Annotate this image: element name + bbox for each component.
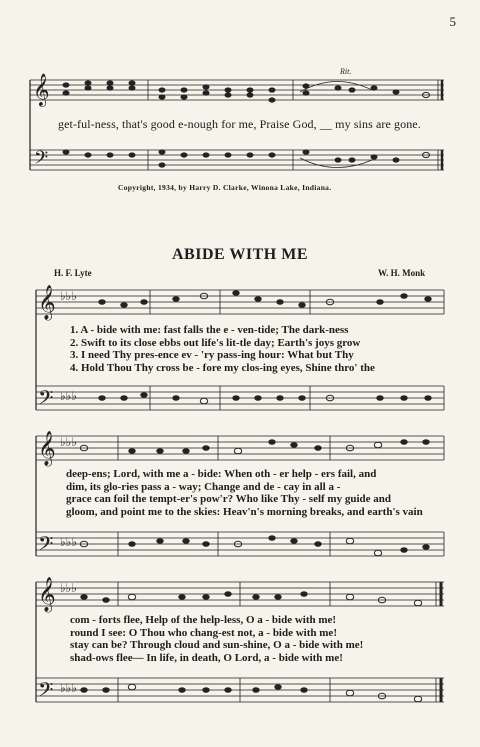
lyricist: H. F. Lyte [54, 268, 92, 278]
verses-system-3 [70, 614, 363, 664]
svg-text:𝄢: 𝄢 [34, 148, 49, 173]
page-number: 5 [449, 14, 456, 29]
svg-text:♭♭♭: ♭♭♭ [60, 581, 77, 595]
verse-line: grace can foil the tempt-er's pow'r? Who like Thy - self my guide and [66, 493, 391, 505]
svg-text:𝄞: 𝄞 [33, 73, 50, 106]
verse-line: gloom, and point me to the skies: Heav'n's morning breaks, and earth's vain [66, 505, 423, 518]
svg-text:♭♭♭: ♭♭♭ [60, 535, 77, 549]
svg-text:𝄞: 𝄞 [38, 577, 56, 612]
composer: W. H. Monk [378, 268, 426, 278]
svg-text:𝄢: 𝄢 [38, 678, 54, 706]
svg-text:♭♭♭: ♭♭♭ [60, 681, 77, 695]
svg-text:♭♭♭: ♭♭♭ [60, 289, 77, 303]
verse-line: stay can be? Through cloud and sun-shine, O a - bide with me! [70, 639, 364, 651]
verse-line: 1. A - bide with me: fast falls the e - ven-tide; The dark-ness [70, 324, 349, 336]
verses-system-2 [66, 468, 423, 518]
verse-line: 3. I need Thy pres-ence ev - 'ry pass-ing hour: What but Thy [70, 349, 354, 361]
verses-system-1 [70, 324, 375, 374]
top-hymn-lyric: get-ful-ness, that's good e-nough for me, Praise God, __ my sins are gone. [58, 117, 421, 131]
verse-line: 4. Hold Thou Thy cross be - fore my clos-ing eyes, Shine thro' the [70, 361, 375, 374]
verse-line: shad-ows flee— In life, in death, O Lord, a - bide with me! [70, 651, 343, 664]
svg-text:𝄞: 𝄞 [38, 285, 56, 320]
svg-text:𝄞: 𝄞 [38, 431, 56, 466]
svg-text:𝄢: 𝄢 [38, 386, 54, 414]
svg-text:Rit.: Rit. [340, 67, 352, 76]
verse-line: dim, its glo-ries pass a - way; Change and de - cay in all a - [66, 480, 341, 493]
verse-line: round I see: O Thou who chang-est not, a - bide with me! [70, 626, 337, 639]
svg-text:𝄢: 𝄢 [38, 532, 54, 560]
verse-line: 2. Swift to its close ebbs out life's lit-tle day; Earth's joys grow [70, 336, 361, 349]
verse-line: deep-ens; Lord, with me a - bide: When oth - er help - ers fail, and [66, 468, 377, 480]
copyright-notice: Copyright, 1934, by Harry D. Clarke, Winona Lake, Indiana. [118, 183, 332, 192]
hymn-title: ABIDE WITH ME [171, 246, 308, 263]
verse-line: com - forts flee, Help of the help-less, O a - bide with me! [70, 614, 337, 626]
svg-text:♭♭♭: ♭♭♭ [60, 435, 77, 449]
svg-text:♭♭♭: ♭♭♭ [60, 389, 77, 403]
